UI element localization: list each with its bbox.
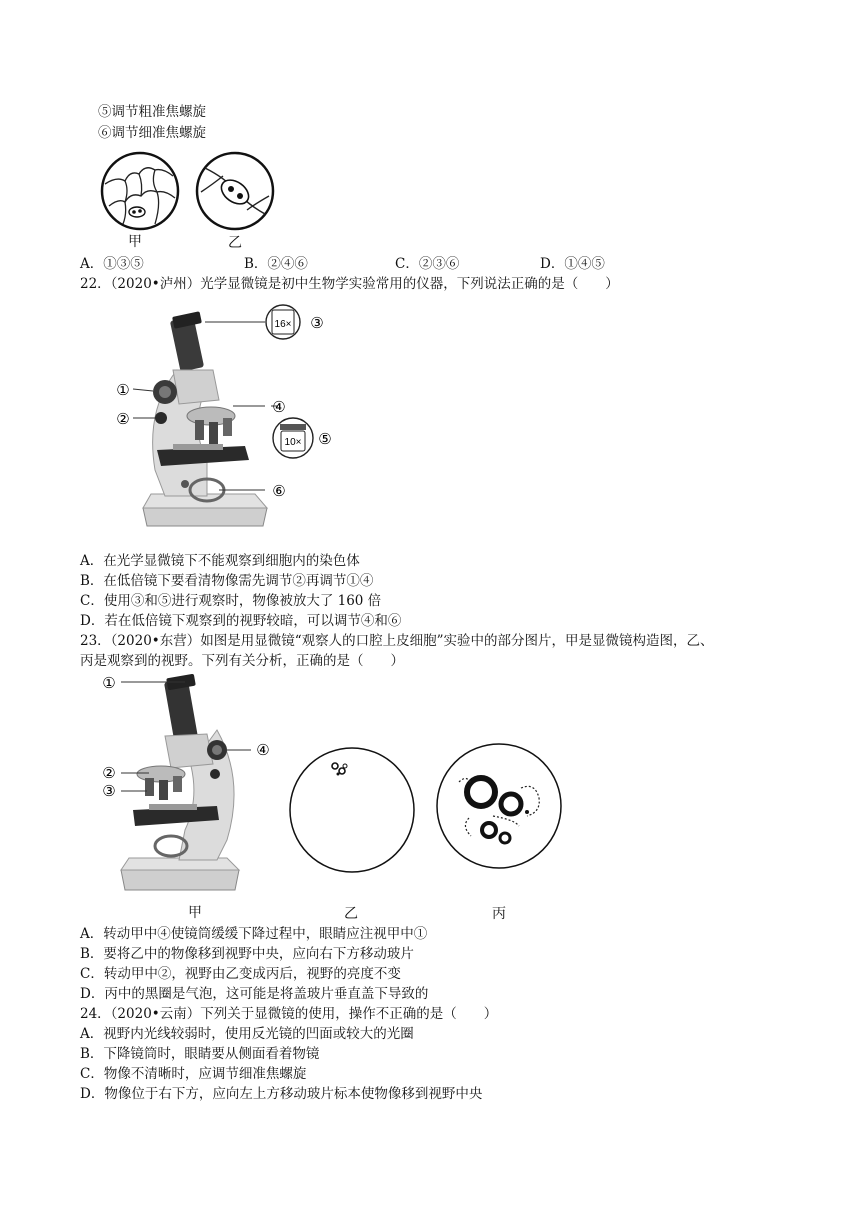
q22-callout-6: ⑥ bbox=[272, 482, 286, 500]
q23-figure bbox=[95, 670, 595, 902]
q22-callout-2: ② bbox=[116, 410, 130, 428]
field-jia-image bbox=[102, 153, 178, 229]
q21-figure bbox=[95, 148, 295, 252]
q21-step6: ⑥调节细准焦螺旋 bbox=[98, 125, 206, 141]
q24-option-a: A．视野内光线较弱时，使用反光镜的凹面或较大的光圈 bbox=[80, 1026, 414, 1042]
field-bing-image bbox=[437, 744, 561, 868]
q23-callout-1: ① bbox=[102, 674, 116, 692]
q22-option-d: D．若在低倍镜下观察到的视野较暗，可以调节④和⑥ bbox=[80, 613, 402, 629]
q24-option-b: B．下降镜筒时，眼睛要从侧面看着物镜 bbox=[80, 1046, 320, 1062]
q22-option-b: B．在低倍镜下要看清物像需先调节②再调节①④ bbox=[80, 573, 374, 589]
q22-callout-5: ⑤ bbox=[318, 430, 332, 448]
q24-option-d: D．物像位于右下方，应向左上方移动玻片标本使物像移到视野中央 bbox=[80, 1086, 483, 1102]
q21-label-yi: 乙 bbox=[228, 235, 242, 251]
q23-stem-line2: 丙是观察到的视野。下列有关分析，正确的是（ ） bbox=[80, 653, 404, 669]
q23-callout-4: ④ bbox=[256, 741, 270, 759]
q23-label-bing: 丙 bbox=[492, 906, 506, 922]
q22-callout-3: ③ bbox=[310, 314, 324, 332]
field-yi-image bbox=[197, 153, 273, 229]
field-yi-image bbox=[290, 748, 414, 872]
q24-stem: 24．（2020•云南）下列关于显微镜的使用，操作不正确的是（ ） bbox=[80, 1006, 498, 1022]
q23-callout-2: ② bbox=[102, 764, 116, 782]
q23-callout-3: ③ bbox=[102, 782, 116, 800]
microscope-image bbox=[121, 674, 251, 890]
q21-option-d: D．①④⑤ bbox=[540, 256, 605, 272]
q23-option-a: A．转动甲中④使镜筒缓缓下降过程中，眼睛应注视甲中① bbox=[80, 926, 428, 942]
q23-option-c: C．转动甲中②，视野由乙变成丙后，视野的亮度不变 bbox=[80, 966, 401, 982]
q23-label-yi: 乙 bbox=[344, 906, 358, 922]
q22-callout-4: ④ bbox=[272, 398, 286, 416]
q22-option-a: A．在光学显微镜下不能观察到细胞内的染色体 bbox=[80, 553, 360, 569]
q22-callout-1: ① bbox=[116, 381, 130, 399]
q21-option-b: B．②④⑥ bbox=[244, 256, 308, 272]
q22-option-c: C．使用③和⑤进行观察时，物像被放大了 160 倍 bbox=[80, 593, 382, 609]
q23-stem-line1: 23．（2020•东营）如图是用显微镜“观察人的口腔上皮细胞”实验中的部分图片，甲是显微镜构造图，乙、 bbox=[80, 633, 714, 649]
q22-stem: 22．（2020•泸州）光学显微镜是初中生物学实验常用的仪器，下列说法正确的是（ ） bbox=[80, 276, 619, 292]
q21-option-a: A．①③⑤ bbox=[80, 256, 144, 272]
q23-option-b: B．要将乙中的物像移到视野中央，应向右下方移动玻片 bbox=[80, 946, 414, 962]
q22-microscope-figure bbox=[95, 300, 335, 545]
microscope-image bbox=[133, 305, 313, 526]
q23-option-d: D．丙中的黑圈是气泡，这可能是将盖玻片垂直盖下导致的 bbox=[80, 986, 429, 1002]
q24-option-c: C．物像不清晰时，应调节细准焦螺旋 bbox=[80, 1066, 307, 1082]
q21-option-c: C．②③⑥ bbox=[395, 256, 460, 272]
q21-step5: ⑤调节粗准焦螺旋 bbox=[98, 104, 206, 120]
objective-mark: 10× bbox=[284, 437, 302, 448]
q23-label-jia: 甲 bbox=[188, 905, 202, 921]
q21-label-jia: 甲 bbox=[128, 234, 142, 250]
eyepiece-mark: 16× bbox=[274, 319, 292, 330]
